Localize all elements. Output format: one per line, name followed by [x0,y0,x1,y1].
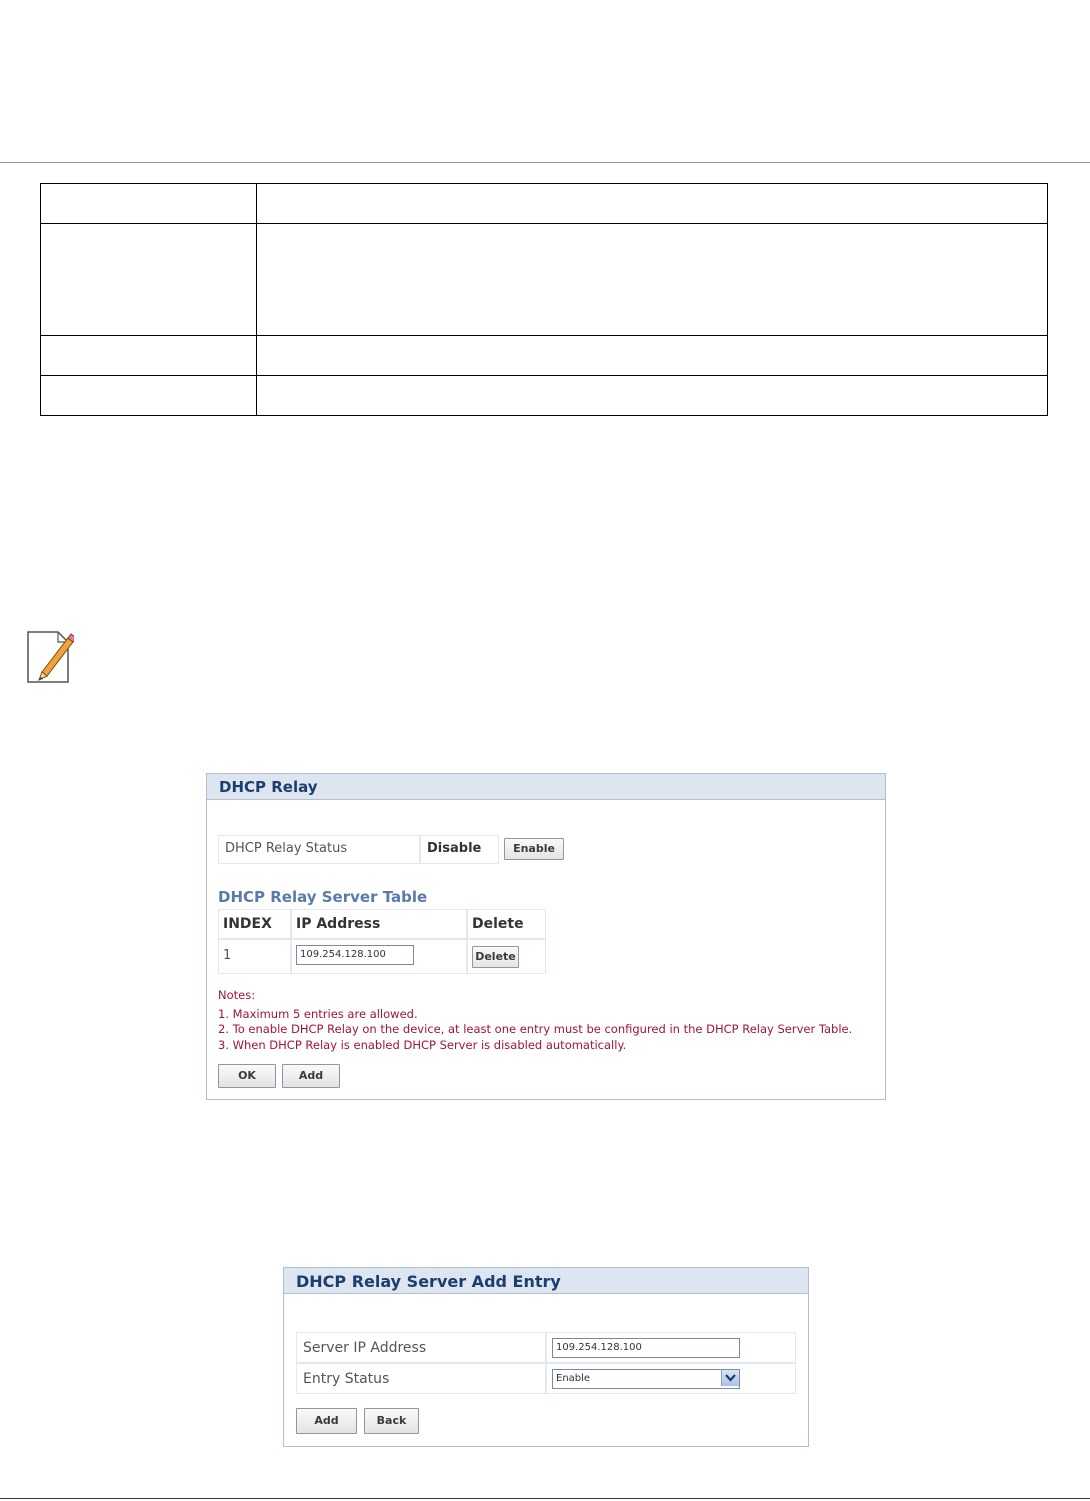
parameter-table [40,183,1048,416]
column-header-ip-address: IP Address [296,916,381,932]
note-2: 2. To enable DHCP Relay on the device, at least one entry must be configured in the DHCP Relay Server Table. [218,1022,853,1036]
dhcp-relay-status-label: DHCP Relay Status [225,841,348,856]
dhcp-relay-status-value: Disable [427,841,482,856]
ok-button[interactable]: OK [218,1064,276,1088]
notes-title: Notes: [218,988,256,1002]
table-row [41,376,1048,416]
panel-title: DHCP Relay [207,774,885,800]
server-ip-input[interactable]: 109.254.128.100 [552,1338,740,1358]
note-pencil-icon [24,624,74,684]
header-rule [0,162,1090,163]
entry-status-value: Enable [552,1369,740,1389]
row-index: 1 [223,948,232,963]
table-row [41,184,1048,224]
server-table-title: DHCP Relay Server Table [218,888,428,906]
enable-button[interactable]: Enable [504,838,564,860]
table-row [41,336,1048,376]
panel-title: DHCP Relay Server Add Entry [284,1268,808,1294]
note-3: 3. When DHCP Relay is enabled DHCP Server is disabled automatically. [218,1038,627,1052]
entry-status-label: Entry Status [303,1371,390,1387]
chevron-down-icon[interactable] [721,1370,739,1386]
server-ip-label: Server IP Address [303,1340,427,1356]
add-button[interactable]: Add [282,1064,340,1088]
entry-status-select[interactable] [552,1369,740,1389]
table-row [41,224,1048,336]
dhcp-relay-panel [206,773,886,1100]
note-1: 1. Maximum 5 entries are allowed. [218,1007,418,1021]
ip-address-input[interactable]: 109.254.128.100 [296,945,414,965]
column-header-delete: Delete [472,916,524,932]
delete-button[interactable]: Delete [472,946,519,968]
footer-rule [0,1498,1090,1499]
back-button[interactable]: Back [364,1408,419,1434]
column-header-index: INDEX [223,916,272,932]
add-entry-panel [283,1267,809,1447]
add-button[interactable]: Add [296,1408,357,1434]
